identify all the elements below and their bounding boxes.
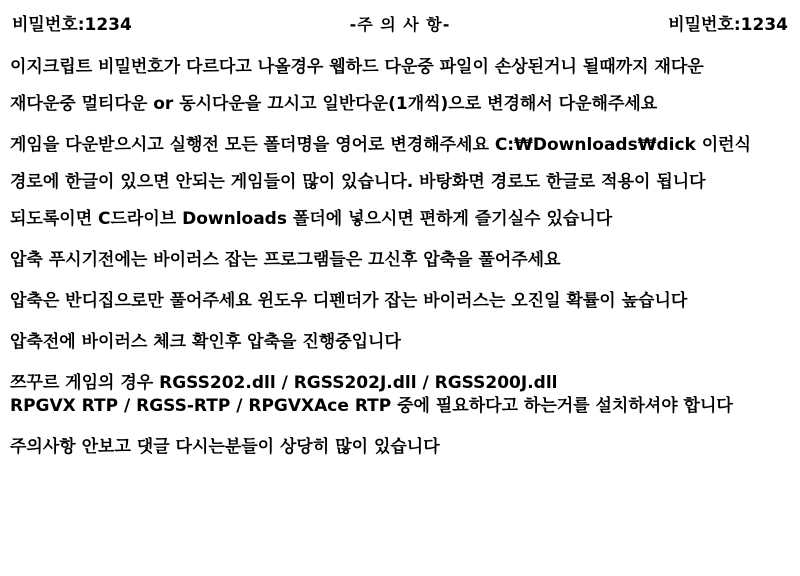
- notice-line-5: 되도록이면 C드라이브 Downloads 폴더에 넣으시면 편하게 즐기실수 있습니다: [10, 209, 613, 229]
- notice-line-6: 압축 푸시기전에는 바이러스 잡는 프로그램들은 끄신후 압축을 풀어주세요: [10, 250, 561, 270]
- notice-line-9: 쯔꾸르 게임의 경우 RGSS202.dll / RGSS202J.dll / RGSS200J.dll: [10, 373, 558, 393]
- notice-body: [10, 59, 790, 456]
- notice-line-10: RPGVX RTP / RGSS-RTP / RPGVXAce RTP 중에 필요하다고 하는거를 설치하셔야 합니다: [10, 396, 733, 416]
- notice-title: -주 의 사 항-: [349, 15, 451, 34]
- notice-line-3: 게임을 다운받으시고 실행전 모든 폴더명을 영어로 변경해주세요 C:₩Downloads₩dick 이런식: [10, 135, 752, 155]
- notice-line-11: 주의사항 안보고 댓글 다시는분들이 상당히 많이 있습니다: [10, 437, 440, 457]
- notice-line-7: 압축은 반디집으로만 풀어주세요 윈도우 디펜더가 잡는 바이러스는 오진일 확률이 높습니다: [10, 291, 688, 311]
- password-right: 비밀번호:1234: [668, 15, 788, 35]
- notice-line-1: 이지크립트 비밀번호가 다르다고 나올경우 웹하드 다운중 파일이 손상된거니 될때까지 재다운: [10, 57, 704, 77]
- notice-line-8: 압축전에 바이러스 체크 확인후 압축을 진행중입니다: [10, 332, 401, 352]
- notice-line-4: 경로에 한글이 있으면 안되는 게임들이 많이 있습니다. 바탕화면 경로도 한글로 적용이 됩니다: [10, 172, 706, 192]
- notice-line-2: 재다운중 멀티다운 or 동시다운을 끄시고 일반다운(1개씩)으로 변경해서 다운해주세요: [10, 94, 658, 114]
- notice-header: [10, 8, 790, 35]
- password-left: 비밀번호:1234: [12, 15, 132, 35]
